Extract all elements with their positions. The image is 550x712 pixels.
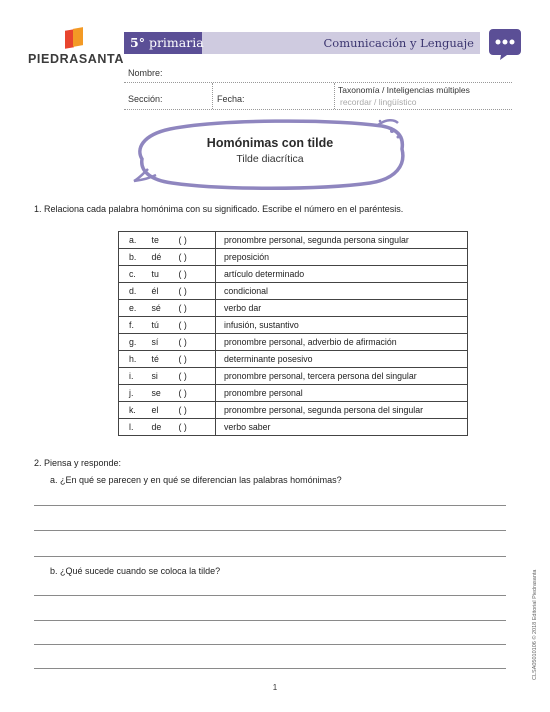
answer-line-a3[interactable]: [34, 556, 506, 557]
row-meaning: pronombre personal, segunda persona del singular: [216, 402, 468, 419]
subject-title: Comunicación y Lenguaje: [323, 36, 474, 50]
parenthesis-text: ( ): [178, 320, 187, 330]
page-subtitle: Tilde diacrítica: [236, 153, 304, 165]
row-letter: i.: [119, 368, 144, 385]
row-word: te: [144, 232, 171, 249]
row-letter: g.: [119, 334, 144, 351]
table-row: [119, 402, 468, 419]
parenthesis-text: ( ): [178, 388, 187, 398]
speech-bubble-ellipsis-icon: [487, 26, 523, 62]
row-meaning: pronombre personal, segunda persona singular: [216, 232, 468, 249]
table-row: [119, 385, 468, 402]
row-word: él: [144, 283, 171, 300]
answer-line-b3[interactable]: [34, 644, 506, 645]
answer-parenthesis[interactable]: [171, 368, 216, 385]
answer-parenthesis[interactable]: [171, 283, 216, 300]
parenthesis-text: ( ): [178, 286, 187, 296]
taxonomy-values: recordar / lingüístico: [340, 97, 417, 107]
logo-text: PIEDRASANTA: [28, 52, 124, 66]
parenthesis-text: ( ): [178, 235, 187, 245]
book-logo-icon: [65, 26, 85, 48]
answer-line-a1[interactable]: [34, 505, 506, 506]
answer-parenthesis[interactable]: [171, 317, 216, 334]
row-meaning: infusión, sustantivo: [216, 317, 468, 334]
section-label: Sección:: [128, 94, 163, 104]
answer-parenthesis[interactable]: [171, 402, 216, 419]
row-meaning: verbo dar: [216, 300, 468, 317]
row-word: si: [144, 368, 171, 385]
answer-parenthesis[interactable]: [171, 300, 216, 317]
row-meaning: verbo saber: [216, 419, 468, 436]
parenthesis-text: ( ): [178, 337, 187, 347]
page-number: 1: [272, 683, 278, 692]
exercise-1-prompt: 1. Relaciona cada palabra homónima con su significado. Escribe el número en el paréntesis.: [34, 204, 404, 214]
answer-parenthesis[interactable]: [171, 266, 216, 283]
name-line[interactable]: [124, 82, 512, 83]
row-letter: a.: [119, 232, 144, 249]
answer-line-b1[interactable]: [34, 595, 506, 596]
question-b: b. ¿Qué sucede cuando se coloca la tilde?: [50, 566, 221, 576]
row-word: sí: [144, 334, 171, 351]
answer-parenthesis[interactable]: [171, 249, 216, 266]
row-word: té: [144, 351, 171, 368]
answer-parenthesis[interactable]: [171, 351, 216, 368]
matching-table: [118, 231, 468, 436]
grade-number: 5°: [130, 35, 145, 50]
section-date-line[interactable]: [124, 109, 512, 110]
parenthesis-text: ( ): [178, 371, 187, 381]
parenthesis-text: ( ): [178, 252, 187, 262]
table-row: [119, 300, 468, 317]
row-word: de: [144, 419, 171, 436]
row-meaning: determinante posesivo: [216, 351, 468, 368]
row-letter: b.: [119, 249, 144, 266]
grade-text: primaria: [148, 35, 204, 50]
table-row: [119, 317, 468, 334]
table-row: [119, 419, 468, 436]
answer-parenthesis[interactable]: [171, 419, 216, 436]
row-word: sé: [144, 300, 171, 317]
answer-parenthesis[interactable]: [171, 334, 216, 351]
parenthesis-text: ( ): [178, 269, 187, 279]
row-word: tú: [144, 317, 171, 334]
row-meaning: condicional: [216, 283, 468, 300]
table-row: [119, 232, 468, 249]
taxonomy-label: Taxonomía / Inteligencias múltiples: [338, 85, 470, 95]
parenthesis-text: ( ): [178, 303, 187, 313]
field-separator: [334, 83, 335, 109]
date-label: Fecha:: [217, 94, 245, 104]
row-word: dé: [144, 249, 171, 266]
answer-line-a2[interactable]: [34, 530, 506, 531]
row-meaning: artículo determinado: [216, 266, 468, 283]
row-meaning: preposición: [216, 249, 468, 266]
answer-line-b4[interactable]: [34, 668, 506, 669]
row-letter: h.: [119, 351, 144, 368]
row-meaning: pronombre personal, adverbio de afirmación: [216, 334, 468, 351]
table-row: [119, 249, 468, 266]
table-row: [119, 368, 468, 385]
table-row: [119, 334, 468, 351]
row-letter: d.: [119, 283, 144, 300]
table-row: [119, 351, 468, 368]
answer-parenthesis[interactable]: [171, 232, 216, 249]
row-letter: l.: [119, 419, 144, 436]
row-meaning: pronombre personal: [216, 385, 468, 402]
row-word: tu: [144, 266, 171, 283]
row-letter: j.: [119, 385, 144, 402]
answer-parenthesis[interactable]: [171, 385, 216, 402]
table-row: [119, 283, 468, 300]
brand-logo: [28, 26, 124, 70]
grade-label: [124, 32, 202, 54]
row-letter: k.: [119, 402, 144, 419]
row-meaning: pronombre personal, tercera persona del singular: [216, 368, 468, 385]
row-word: se: [144, 385, 171, 402]
parenthesis-text: ( ): [178, 354, 187, 364]
row-letter: c.: [119, 266, 144, 283]
field-separator: [212, 83, 213, 109]
row-letter: e.: [119, 300, 144, 317]
parenthesis-text: ( ): [178, 422, 187, 432]
exercise-2-prompt: 2. Piensa y responde:: [34, 458, 122, 468]
name-label: Nombre:: [128, 68, 163, 78]
table-row: [119, 266, 468, 283]
question-a: a. ¿En qué se parecen y en qué se diferencian las palabras homónimas?: [50, 475, 342, 485]
parenthesis-text: ( ): [178, 405, 187, 415]
copyright-text: CLSA05010106 © 2018 Editorial Piedrasanta: [532, 569, 538, 680]
answer-line-b2[interactable]: [34, 620, 506, 621]
page-title: Homónimas con tilde: [206, 136, 334, 150]
row-letter: f.: [119, 317, 144, 334]
row-word: el: [144, 402, 171, 419]
